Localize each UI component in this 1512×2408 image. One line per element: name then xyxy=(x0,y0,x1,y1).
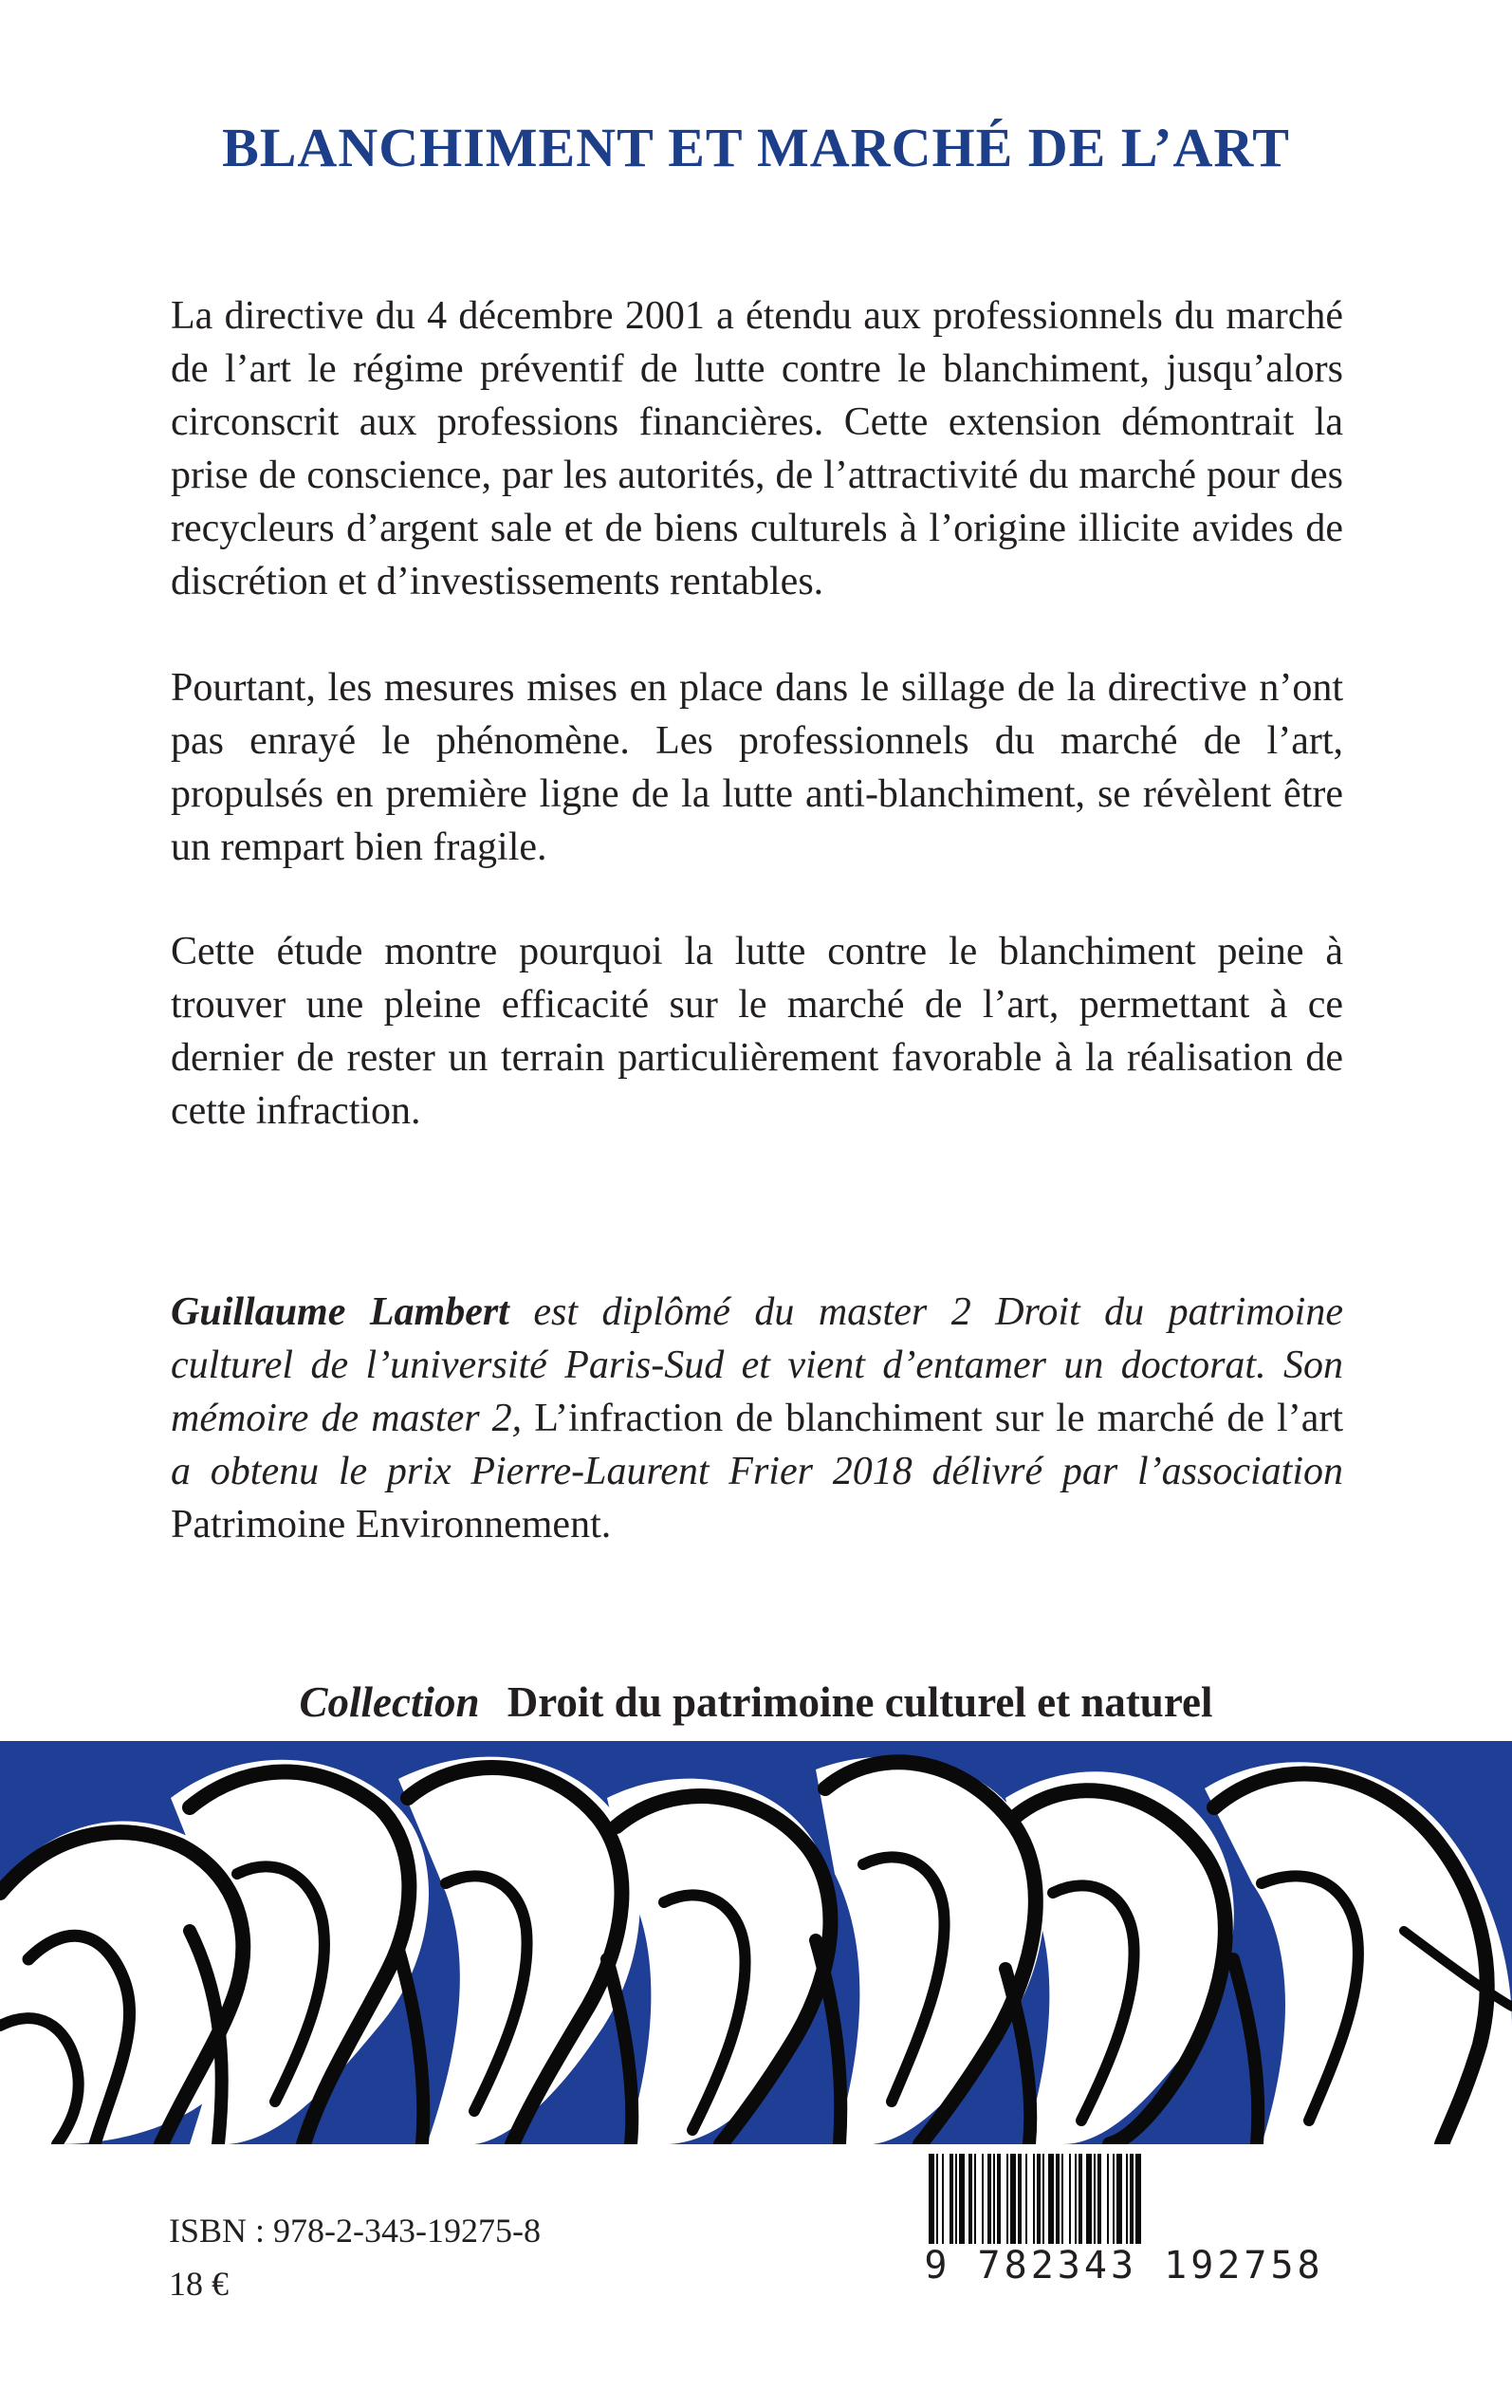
collection-label: Collection xyxy=(299,1678,480,1726)
barcode-bar xyxy=(1097,2154,1101,2244)
barcode-bar xyxy=(950,2154,953,2244)
dancing-figures-artwork xyxy=(0,1741,1512,2144)
barcode-bar xyxy=(929,2154,934,2258)
barcode-bar xyxy=(1116,2154,1122,2244)
barcode-bar xyxy=(1037,2154,1041,2244)
barcode-bar xyxy=(993,2154,995,2244)
barcode-bar xyxy=(1018,2154,1022,2244)
barcode-bars xyxy=(925,2154,1333,2258)
barcode-bar xyxy=(974,2154,976,2244)
barcode-bar xyxy=(1130,2154,1134,2244)
author-bio xyxy=(171,1286,1343,1551)
barcode-bar xyxy=(1126,2154,1128,2244)
isbn: ISBN : 978-2-343-19275-8 xyxy=(169,2212,541,2250)
author-bio-part-2: a obtenu le prix Pierre-Laurent Frier 2018 délivré par l’association xyxy=(171,1450,1343,1493)
barcode-bar xyxy=(997,2154,1001,2244)
barcode-bar xyxy=(987,2154,991,2244)
thesis-title: L’infraction de blanchiment sur le marché de l’art xyxy=(534,1397,1344,1440)
barcode-bar xyxy=(959,2154,965,2244)
barcode-bar xyxy=(1075,2154,1077,2244)
summary-paragraph-3: Cette étude montre pourquoi la lutte contre le blanchiment peine à trouver une pleine efficacité sur le marché de l’art, permettant à ce dernier de rester un terrain particulièrement favorable à la réalisation de cette infraction. xyxy=(171,930,1343,1133)
barcode-bar xyxy=(982,2154,984,2244)
barcode-bar xyxy=(936,2154,938,2258)
author-bio-part-1: est diplômé du master 2 Droit du patrimoine culturel de l’université Paris-Sud et vient d’entamer un doctorat. Son mémoire de master 2, xyxy=(171,1290,1343,1440)
summary-paragraph-1: La directive du 4 décembre 2001 a étendu aux professionnels du marché de l’art le régime préventif de lutte contre le blanchiment, jusqu’alors circonscrit aux professions financières. Cette extension démontrait la prise de conscience, par les autorités, de l’attractivité du marché pour des recycleurs d’argent sale et de biens culturels à l’origine illicite avides de discrétion et d’investissements rentables. xyxy=(171,294,1343,603)
barcode-bar xyxy=(1033,2154,1035,2244)
collection-name: Droit du patrimoine culturel et naturel xyxy=(507,1678,1213,1726)
barcode-bar xyxy=(1107,2154,1109,2244)
barcode-bar xyxy=(1079,2154,1082,2244)
barcode-bar xyxy=(1056,2154,1060,2244)
barcode-bar xyxy=(1025,2154,1027,2244)
summary-paragraph-2: Pourtant, les mesures mises en place dans le sillage de la directive n’ont pas enrayé le phénomène. Les professionnels du marché de l’art, propulsés en première ligne de la lutte anti-blanchiment, se révèlent être un rempart bien fragile. xyxy=(171,666,1343,869)
barcode-bar xyxy=(1135,2154,1141,2258)
price: 18 € xyxy=(169,2265,229,2303)
barcode-bar xyxy=(1094,2154,1096,2244)
collection-line xyxy=(0,1677,1512,1727)
barcode-bar xyxy=(1113,2154,1115,2244)
barcode-bar xyxy=(1006,2154,1008,2244)
barcode-bar xyxy=(955,2154,957,2244)
barcode-bar xyxy=(942,2154,944,2244)
barcode-bar xyxy=(1010,2154,1016,2244)
barcode-bar xyxy=(1061,2154,1063,2244)
book-title: BLANCHIMENT ET MARCHÉ DE L’ART xyxy=(222,117,1290,178)
barcode-bar xyxy=(1048,2154,1054,2244)
author-name: Guillaume Lambert xyxy=(171,1290,509,1334)
barcode-bar xyxy=(968,2154,972,2244)
artwork-band xyxy=(0,1741,1512,2144)
barcode-bar xyxy=(1042,2154,1044,2244)
barcode-number: 9 782343 192758 xyxy=(911,2244,1337,2288)
barcode-bar xyxy=(1086,2154,1092,2244)
barcode-bar xyxy=(1069,2154,1071,2244)
association-name: Patrimoine Environnement xyxy=(171,1503,601,1547)
author-bio-end: . xyxy=(600,1503,612,1547)
